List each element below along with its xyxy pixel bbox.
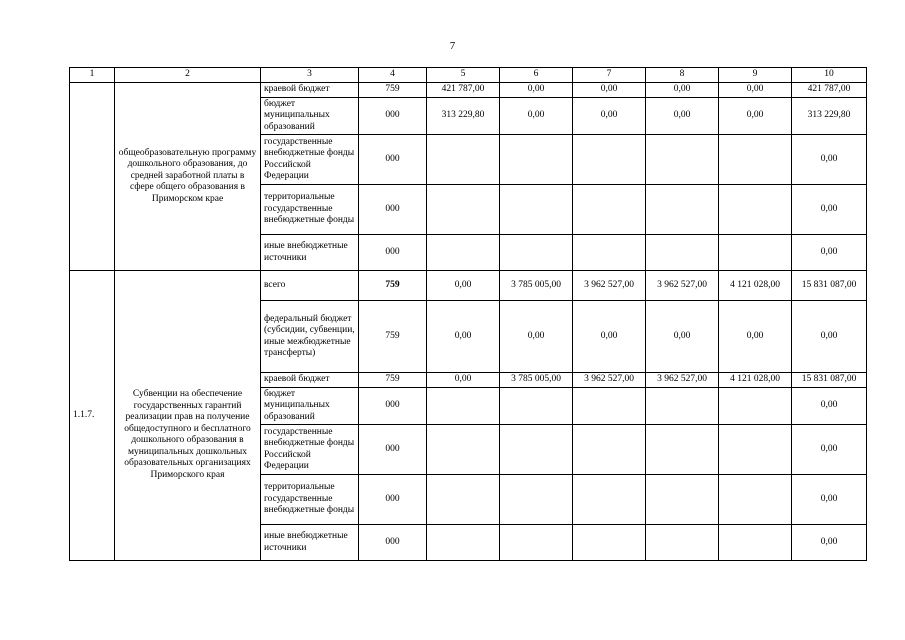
funding-source: государственные внебюджетные фонды Российской Федерации: [261, 135, 359, 185]
value-cell: 0,00: [573, 97, 646, 135]
header-row: [70, 68, 867, 83]
value-cell: 3 785 005,00: [500, 271, 573, 301]
header-cell: 1: [70, 68, 115, 83]
value-cell: [646, 387, 719, 425]
value-cell: [427, 135, 500, 185]
value-cell: [573, 425, 646, 475]
value-cell: [719, 387, 792, 425]
value-cell: 3 962 527,00: [646, 373, 719, 388]
header-cell: 10: [792, 68, 867, 83]
value-cell: [427, 235, 500, 271]
funding-source: иные внебюджетные источники: [261, 525, 359, 561]
header-cell: 4: [359, 68, 427, 83]
value-cell: [500, 387, 573, 425]
value-cell: [646, 185, 719, 235]
value-cell: [573, 135, 646, 185]
funding-source: государственные внебюджетные фонды Российской Федерации: [261, 425, 359, 475]
total-cell: 421 787,00: [792, 83, 867, 98]
value-cell: 3 962 527,00: [646, 271, 719, 301]
table-row: [70, 271, 867, 301]
budget-code: 759: [359, 271, 427, 301]
budget-code: 000: [359, 235, 427, 271]
table-row: [70, 83, 867, 98]
value-cell: [500, 475, 573, 525]
value-cell: [719, 235, 792, 271]
value-cell: 0,00: [646, 97, 719, 135]
budget-code: 000: [359, 525, 427, 561]
value-cell: 3 785 005,00: [500, 373, 573, 388]
value-cell: [427, 525, 500, 561]
value-cell: [719, 525, 792, 561]
item-number: [70, 83, 115, 271]
value-cell: [573, 525, 646, 561]
total-cell: 0,00: [792, 387, 867, 425]
value-cell: [573, 235, 646, 271]
budget-code: 000: [359, 135, 427, 185]
value-cell: [500, 425, 573, 475]
header-cell: 6: [500, 68, 573, 83]
value-cell: 0,00: [719, 301, 792, 373]
value-cell: [573, 475, 646, 525]
value-cell: 4 121 028,00: [719, 373, 792, 388]
total-cell: 15 831 087,00: [792, 271, 867, 301]
value-cell: [646, 475, 719, 525]
value-cell: 0,00: [427, 271, 500, 301]
item-name: общеобразовательную программу дошкольного образования, до средней заработной платы в сфере общего образования в Приморском крае: [115, 83, 261, 271]
funding-source: территориальные государственные внебюджетные фонды: [261, 185, 359, 235]
header-cell: 7: [573, 68, 646, 83]
value-cell: 0,00: [719, 83, 792, 98]
budget-code: 759: [359, 301, 427, 373]
value-cell: 0,00: [646, 83, 719, 98]
header-cell: 5: [427, 68, 500, 83]
budget-code: 759: [359, 373, 427, 388]
budget-table: [69, 67, 867, 561]
value-cell: 0,00: [646, 301, 719, 373]
header-cell: 3: [261, 68, 359, 83]
header-cell: 9: [719, 68, 792, 83]
value-cell: [719, 135, 792, 185]
value-cell: [646, 135, 719, 185]
value-cell: 0,00: [427, 301, 500, 373]
value-cell: 4 121 028,00: [719, 271, 792, 301]
funding-source: иные внебюджетные источники: [261, 235, 359, 271]
value-cell: 0,00: [500, 97, 573, 135]
value-cell: [573, 185, 646, 235]
page-number: 7: [449, 40, 456, 52]
total-cell: 0,00: [792, 525, 867, 561]
total-cell: 0,00: [792, 301, 867, 373]
value-cell: [646, 235, 719, 271]
value-cell: [427, 387, 500, 425]
value-cell: 0,00: [573, 83, 646, 98]
item-name: Субвенции на обеспечение государственных гарантий реализации прав на получение общедоступного и бесплатного дошкольного образования в муниципальных дошкольных образовательных организациях Приморского края: [115, 271, 261, 561]
value-cell: [573, 387, 646, 425]
budget-code: 000: [359, 185, 427, 235]
value-cell: [646, 525, 719, 561]
value-cell: 0,00: [427, 373, 500, 388]
budget-code: 000: [359, 387, 427, 425]
value-cell: 0,00: [573, 301, 646, 373]
budget-code: 000: [359, 475, 427, 525]
value-cell: 0,00: [719, 97, 792, 135]
value-cell: [719, 425, 792, 475]
value-cell: [500, 185, 573, 235]
funding-source: всего: [261, 271, 359, 301]
funding-source: краевой бюджет: [261, 373, 359, 388]
funding-source: бюджет муниципальных образований: [261, 387, 359, 425]
total-cell: 0,00: [792, 475, 867, 525]
funding-source: территориальные государственные внебюджетные фонды: [261, 475, 359, 525]
funding-source: федеральный бюджет (субсидии, субвенции, иные межбюджетные трансферты): [261, 301, 359, 373]
value-cell: [646, 425, 719, 475]
total-cell: 0,00: [792, 235, 867, 271]
value-cell: 0,00: [500, 301, 573, 373]
value-cell: 3 962 527,00: [573, 271, 646, 301]
total-cell: 0,00: [792, 425, 867, 475]
value-cell: 0,00: [500, 83, 573, 98]
value-cell: [427, 425, 500, 475]
value-cell: 313 229,80: [427, 97, 500, 135]
total-cell: 313 229,80: [792, 97, 867, 135]
total-cell: 15 831 087,00: [792, 373, 867, 388]
item-number: 1.1.7.: [70, 271, 115, 561]
funding-source: краевой бюджет: [261, 83, 359, 98]
value-cell: [500, 235, 573, 271]
budget-code: 759: [359, 83, 427, 98]
value-cell: [500, 525, 573, 561]
funding-source: бюджет муниципальных образований: [261, 97, 359, 135]
value-cell: [500, 135, 573, 185]
budget-code: 000: [359, 425, 427, 475]
value-cell: [427, 185, 500, 235]
total-cell: 0,00: [792, 135, 867, 185]
total-cell: 0,00: [792, 185, 867, 235]
header-cell: 2: [115, 68, 261, 83]
value-cell: [719, 185, 792, 235]
budget-code: 000: [359, 97, 427, 135]
value-cell: [719, 475, 792, 525]
value-cell: [427, 475, 500, 525]
value-cell: 421 787,00: [427, 83, 500, 98]
header-cell: 8: [646, 68, 719, 83]
value-cell: 3 962 527,00: [573, 373, 646, 388]
